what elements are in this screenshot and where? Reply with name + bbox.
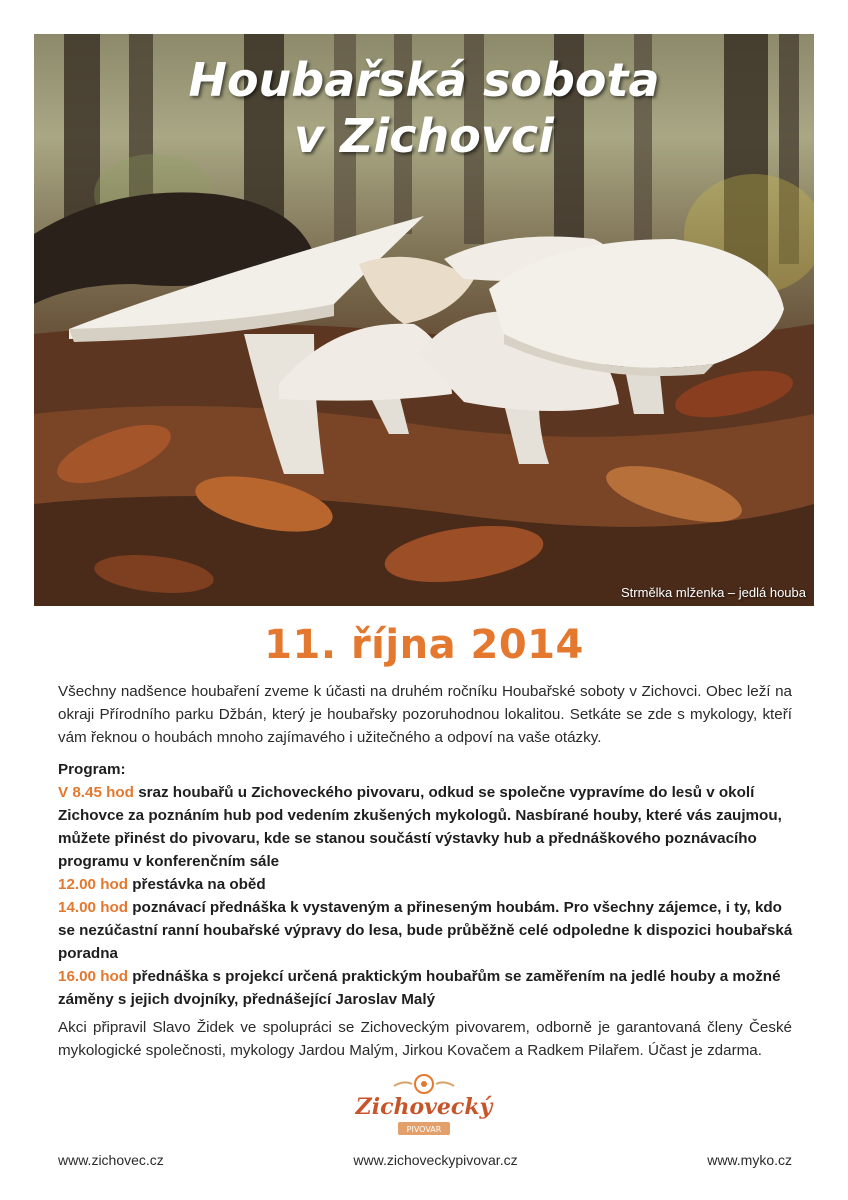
hero-photo — [34, 34, 814, 606]
logo-sub: PIVOVAR — [406, 1125, 442, 1134]
photo-caption: Strmělka mlženka – jedlá houba — [621, 585, 806, 600]
program-item — [58, 896, 798, 965]
brewery-logo — [354, 1072, 494, 1142]
closing-paragraph: Akci připravil Slavo Židek ve spolupráci se Zichoveckým pivovarem, odborně je garantovaná členy České mykologické společnosti, mykology Jardou Malým, Jirkou Kovačem a Radkem Pilařem. Účast je zdarma. — [58, 1019, 792, 1059]
footer-link-myko[interactable]: www.myko.cz — [707, 1152, 792, 1168]
intro-paragraph: Všechny nadšence houbaření zveme k účasti na druhém ročníku Houbařské soboty v Zichovci. Obec leží na okraji Přírodního parku Džbán, který je houbařsky pozoruhodnou lokalitou. Setkáte se zde s mykology, kteří vám řeknou o houbách mnoho zajímavého i užitečného a odpoví na vaše otázky. — [58, 683, 792, 746]
brewery-logo-graphic — [354, 1072, 494, 1142]
event-date: 11. října 2014 — [264, 622, 584, 668]
program-time: V 8.45 hod — [58, 784, 134, 801]
program-heading: Program: — [58, 761, 126, 778]
program-time: 12.00 hod — [58, 876, 129, 893]
footer-links — [58, 1152, 792, 1168]
footer-link-zichovec[interactable]: www.zichovec.cz — [58, 1152, 164, 1168]
program-text: přednáška s projekcí určená praktickým houbařům se zaměřením na jedlé houby a možné záměny s jejich dvojníky, přednášející Jaroslav Malý — [58, 968, 781, 1008]
program-item — [58, 781, 798, 873]
footer-link-pivovar[interactable]: www.zichoveckypivovar.cz — [353, 1152, 518, 1168]
logo-name: Zichovecký — [355, 1094, 493, 1120]
program-item — [58, 873, 798, 896]
program-text: přestávka na oběd — [128, 876, 266, 893]
hero-title-line1: Houbařská sobota — [188, 53, 660, 107]
program-section — [58, 758, 798, 1011]
program-time: 16.00 hod — [58, 968, 129, 985]
program-text: poznávací přednáška k vystaveným a přineseným houbám. Pro všechny zájemce, i ty, kdo se nezúčastní ranní houbařské výpravy do lesa, bude průběžně celé odpoledne k dispozici houbařská poradna — [58, 899, 793, 962]
program-time: 14.00 hod — [58, 899, 129, 916]
hero-title-line2: v Zichovci — [294, 109, 554, 163]
program-text: sraz houbařů u Zichoveckého pivovaru, odkud se společne vypravíme do lesů v okolí Zichovce za poznáním hub pod vedením zkušených mykologů. Nasbírané houby, které vás zaujmou, můžete přinést do pivovaru, kde se stanou součástí výstavky hub a přednáškového poznávacího programu v konferenčním sále — [58, 784, 782, 870]
hero-title — [34, 52, 814, 164]
program-item — [58, 965, 798, 1011]
